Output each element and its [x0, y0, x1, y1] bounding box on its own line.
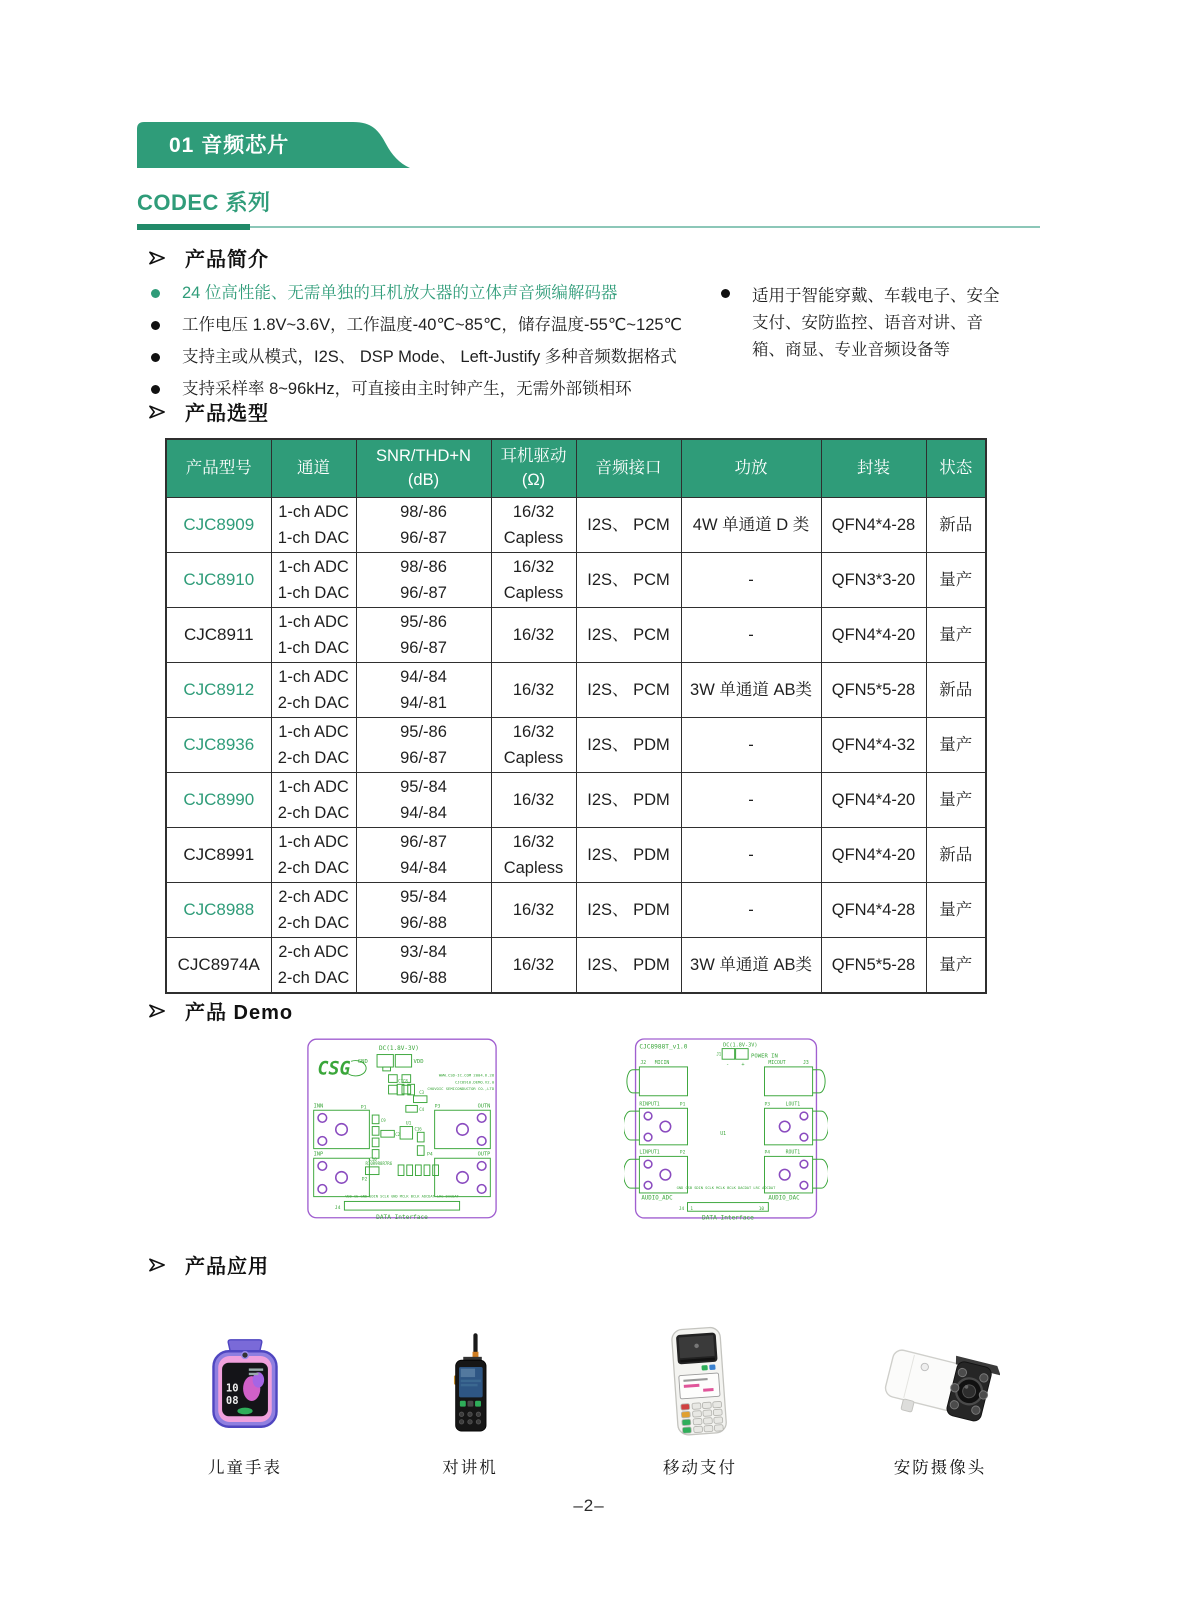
application-label: 对讲机 [442, 1459, 498, 1477]
banner-label: 01 音频芯片 [169, 134, 290, 157]
table-row-CJC8990 [166, 772, 986, 827]
cell-drive: 16/32 Capless [491, 552, 576, 607]
cell-interface: I2S、 PCM [576, 552, 681, 607]
table-header-row [166, 439, 986, 497]
application-label: 安防摄像头 [893, 1459, 987, 1477]
cell-drive: 16/32 Capless [491, 827, 576, 882]
bullet-item [718, 283, 1018, 364]
intro-bullet-list-right [718, 283, 1018, 375]
applications-section-heading [148, 1250, 269, 1279]
product-selection-table [165, 438, 987, 994]
bullet-dot-icon [151, 321, 160, 330]
arrowhead-bullet-icon [148, 249, 167, 267]
cell-package: QFN4*4-28 [821, 882, 926, 937]
cell-status: 量产 [926, 717, 986, 772]
cell-amp: 3W 单通道 AB类 [681, 662, 821, 717]
table-row-CJC8991 [166, 827, 986, 882]
svg-text:INN: INN [313, 1103, 324, 1110]
cell-snr: 98/-86 96/-87 [356, 552, 491, 607]
section-banner [137, 122, 410, 168]
bullet-text: 24 位高性能、无需单独的耳机放大器的立体声音频编解码器 [182, 284, 618, 302]
cell-channel: 1-ch ADC 2-ch DAC [271, 662, 356, 717]
arrowhead-bullet-icon [148, 1256, 167, 1274]
table-row-CJC8912 [166, 662, 986, 717]
arrowhead-bullet-icon [148, 1002, 167, 1020]
cell-snr: 96/-87 94/-84 [356, 827, 491, 882]
cell-drive: 16/32 Capless [491, 497, 576, 552]
svg-text:ROUT1: ROUT1 [785, 1150, 801, 1156]
svg-text:P4: P4 [426, 1152, 433, 1158]
series-divider [137, 224, 1040, 230]
kids-watch-icon [202, 1336, 288, 1442]
cell-model: CJC8910 [166, 552, 271, 607]
svg-text:C3: C3 [419, 1089, 425, 1095]
column-header-drive: 耳机驱动 (Ω) [491, 439, 576, 497]
svg-text:C7C8: C7C8 [398, 1078, 408, 1084]
application-label: 移动支付 [663, 1459, 737, 1477]
cell-amp: 3W 单通道 AB类 [681, 937, 821, 993]
svg-text:U1: U1 [405, 1121, 412, 1127]
demo-section-heading [148, 996, 293, 1025]
svg-text:P3: P3 [434, 1104, 441, 1110]
cell-channel: 1-ch ADC 2-ch DAC [271, 772, 356, 827]
bullet-dot-icon [151, 289, 160, 298]
cell-drive: 16/32 [491, 607, 576, 662]
column-header-package: 封装 [821, 439, 926, 497]
table-row-CJC8911 [166, 607, 986, 662]
page-number: –2– [573, 1496, 605, 1515]
cell-status: 量产 [926, 882, 986, 937]
bullet-text: 支持采样率 8~96kHz，可直接由主时钟产生，无需外部锁相环 [182, 380, 632, 398]
svg-text:RINPUT1: RINPUT1 [639, 1102, 660, 1108]
cell-drive: 16/32 Capless [491, 717, 576, 772]
svg-text:J1: J1 [716, 1051, 722, 1057]
cell-status: 新品 [926, 827, 986, 882]
svg-text:C10: C10 [369, 1157, 377, 1163]
svg-text:R10R9R8R7R6: R10R9R8R7R6 [365, 1160, 393, 1166]
svg-text:+: + [741, 1061, 745, 1068]
cell-package: QFN4*4-20 [821, 827, 926, 882]
application-walkie-talkie [370, 1322, 570, 1478]
svg-text:GND: GND [357, 1059, 368, 1066]
bullet-item [148, 315, 748, 336]
cell-model: CJC8988 [166, 882, 271, 937]
svg-text:AUDIO_DAC: AUDIO_DAC [768, 1195, 800, 1202]
cell-model: CJC8974A [166, 937, 271, 993]
svg-text:DATA Interface: DATA Interface [702, 1214, 754, 1222]
cell-channel: 2-ch ADC 2-ch DAC [271, 882, 356, 937]
cell-channel: 1-ch ADC 1-ch DAC [271, 552, 356, 607]
svg-text:J4: J4 [678, 1206, 685, 1212]
cell-snr: 95/-86 96/-87 [356, 607, 491, 662]
svg-text:CJC8910.DEMO.V2.0: CJC8910.DEMO.V2.0 [454, 1079, 495, 1085]
cell-status: 量产 [926, 607, 986, 662]
svg-text:C16: C16 [414, 1126, 422, 1132]
bullet-text: 支持主或从模式，I2S、 DSP Mode、 Left-Justify 多种音频数据格式 [182, 348, 677, 366]
svg-text:P2: P2 [361, 1177, 368, 1183]
svg-text:VDD CE GND SDIN SCLK GND MCLK: VDD CE GND SDIN SCLK GND MCLK BCLK ADCDAT LRC DACDAT [345, 1194, 459, 1199]
cell-interface: I2S、 PCM [576, 607, 681, 662]
cell-snr: 98/-86 96/-87 [356, 497, 491, 552]
svg-text:OUTN: OUTN [477, 1103, 491, 1110]
svg-text:MICIN: MICIN [654, 1061, 670, 1067]
cell-interface: I2S、 PDM [576, 937, 681, 993]
column-header-snr: SNR/THD+N (dB) [356, 439, 491, 497]
svg-text:C2: C2 [395, 1132, 401, 1138]
svg-text:DATA Interface: DATA Interface [376, 1214, 428, 1222]
cell-drive: 16/32 [491, 937, 576, 993]
column-header-amp: 功放 [681, 439, 821, 497]
cell-amp: - [681, 882, 821, 937]
csg-logo: CSG [317, 1058, 351, 1080]
cell-model: CJC8909 [166, 497, 271, 552]
arrowhead-bullet-icon [148, 403, 167, 421]
cell-drive: 16/32 [491, 882, 576, 937]
cell-package: QFN5*5-28 [821, 662, 926, 717]
svg-text:WWW.CSD-IC.COM 2004.6.28: WWW.CSD-IC.COM 2004.6.28 [438, 1072, 495, 1078]
cell-interface: I2S、 PDM [576, 717, 681, 772]
security-camera-icon [880, 1330, 1000, 1442]
applications-heading: 产品应用 [185, 1256, 269, 1278]
svg-text:GND CSB SDIN SCLK MCLK BCLK DA: GND CSB SDIN SCLK MCLK BCLK DACDAT LRC ADCDAT [676, 1186, 776, 1191]
cell-channel: 1-ch ADC 2-ch DAC [271, 827, 356, 882]
svg-text:DC(1.8V-3V): DC(1.8V-3V) [723, 1042, 758, 1049]
cell-status: 量产 [926, 772, 986, 827]
bullet-text: 工作电压 1.8V~3.6V，工作温度-40℃~85℃，储存温度-55℃~125℃ [182, 316, 683, 334]
svg-text:DC(1.8V-3V): DC(1.8V-3V) [378, 1044, 419, 1052]
svg-text:MICOUT: MICOUT [768, 1061, 786, 1067]
cell-amp: 4W 单通道 D 类 [681, 497, 821, 552]
demo-heading: 产品 Demo [185, 1002, 294, 1024]
cell-interface: I2S、 PDM [576, 827, 681, 882]
cell-package: QFN4*4-20 [821, 772, 926, 827]
bullet-dot-icon [721, 289, 730, 298]
svg-text:C9: C9 [380, 1117, 386, 1123]
svg-text:P3: P3 [764, 1102, 771, 1108]
series-title: CODEC 系列 [137, 190, 271, 215]
intro-heading: 产品简介 [185, 249, 269, 271]
cell-package: QFN4*4-32 [821, 717, 926, 772]
cell-status: 量产 [926, 552, 986, 607]
bullet-text: 适用于智能穿戴、车载电子、安全支付、安防监控、语音对讲、音箱、商显、专业音频设备等 [752, 287, 1000, 359]
svg-text:10: 10 [225, 1382, 239, 1395]
cell-model: CJC8936 [166, 717, 271, 772]
walkie-talkie-icon [443, 1324, 497, 1442]
cell-channel: 1-ch ADC 1-ch DAC [271, 607, 356, 662]
cell-snr: 95/-84 94/-84 [356, 772, 491, 827]
cell-snr: 95/-86 96/-87 [356, 717, 491, 772]
svg-text:U1: U1 [720, 1132, 727, 1138]
svg-text:INP: INP [313, 1151, 324, 1158]
cell-interface: I2S、 PCM [576, 497, 681, 552]
cell-drive: 16/32 [491, 772, 576, 827]
cell-package: QFN4*4-28 [821, 497, 926, 552]
cell-channel: 1-ch ADC 2-ch DAC [271, 717, 356, 772]
cell-snr: 94/-84 94/-81 [356, 662, 491, 717]
pos-terminal-icon [664, 1320, 736, 1444]
cell-status: 新品 [926, 662, 986, 717]
cell-package: QFN3*3-20 [821, 552, 926, 607]
table-row-CJC8936 [166, 717, 986, 772]
bullet-item [148, 283, 748, 304]
cell-channel: 1-ch ADC 1-ch DAC [271, 497, 356, 552]
cell-model: CJC8912 [166, 662, 271, 717]
intro-bullet-list-left [148, 283, 748, 411]
svg-text:1: 1 [690, 1206, 694, 1212]
cell-model: CJC8991 [166, 827, 271, 882]
svg-text:10: 10 [758, 1206, 765, 1212]
bullet-dot-icon [151, 385, 160, 394]
svg-text:CJC8988T_v1.0: CJC8988T_v1.0 [639, 1043, 688, 1051]
selection-section-heading [148, 397, 269, 426]
cell-amp: - [681, 552, 821, 607]
cell-amp: - [681, 717, 821, 772]
svg-text:OUTP: OUTP [477, 1151, 491, 1158]
cell-interface: I2S、 PCM [576, 662, 681, 717]
cell-snr: 95/-84 96/-88 [356, 882, 491, 937]
cell-amp: - [681, 772, 821, 827]
svg-text:C4: C4 [419, 1107, 425, 1113]
cell-model: CJC8990 [166, 772, 271, 827]
cell-snr: 93/-84 96/-88 [356, 937, 491, 993]
cell-amp: - [681, 607, 821, 662]
column-header-channel: 通道 [271, 439, 356, 497]
column-header-interface: 音频接口 [576, 439, 681, 497]
svg-text:J3: J3 [802, 1061, 809, 1067]
cell-package: QFN4*4-20 [821, 607, 926, 662]
cell-drive: 16/32 [491, 662, 576, 717]
table-row-CJC8988 [166, 882, 986, 937]
svg-text:J2: J2 [640, 1061, 647, 1067]
demo-board-cjc8910 [306, 1034, 498, 1222]
svg-text:P1: P1 [679, 1102, 686, 1108]
cell-interface: I2S、 PDM [576, 772, 681, 827]
intro-section-heading [148, 243, 269, 272]
svg-text:P4: P4 [764, 1150, 771, 1156]
svg-text:VDD: VDD [413, 1059, 424, 1066]
cell-status: 量产 [926, 937, 986, 993]
svg-text:LINPUT1: LINPUT1 [639, 1150, 660, 1156]
application-security-camera [840, 1322, 1040, 1478]
cell-amp: - [681, 827, 821, 882]
svg-text:J4: J4 [334, 1206, 341, 1212]
bullet-item [148, 347, 748, 368]
svg-text:P1: P1 [360, 1105, 367, 1111]
application-label: 儿童手表 [208, 1459, 282, 1477]
cell-channel: 2-ch ADC 2-ch DAC [271, 937, 356, 993]
table-row-CJC8909 [166, 497, 986, 552]
selection-heading: 产品选型 [185, 403, 269, 425]
svg-text:LOUT1: LOUT1 [785, 1102, 801, 1108]
cell-interface: I2S、 PDM [576, 882, 681, 937]
svg-text:POWER IN: POWER IN [751, 1053, 778, 1060]
column-header-status: 状态 [926, 439, 986, 497]
svg-text:-: - [726, 1061, 730, 1068]
svg-text:P2: P2 [679, 1150, 686, 1156]
svg-text:AUDIO_ADC: AUDIO_ADC [641, 1195, 673, 1202]
cell-model: CJC8911 [166, 607, 271, 662]
svg-text:08: 08 [225, 1394, 239, 1407]
application-pos-terminal [600, 1322, 800, 1478]
cell-status: 新品 [926, 497, 986, 552]
svg-text:CHOVOIC SEMICONDUCTOR CO.,LTD: CHOVOIC SEMICONDUCTOR CO.,LTD [427, 1086, 495, 1092]
table-row-CJC8910 [166, 552, 986, 607]
application-kids-watch [145, 1322, 345, 1478]
cell-package: QFN5*5-28 [821, 937, 926, 993]
table-row-CJC8974A [166, 937, 986, 993]
bullet-dot-icon [151, 353, 160, 362]
column-header-model: 产品型号 [166, 439, 271, 497]
demo-board-cjc8988t [624, 1034, 828, 1222]
